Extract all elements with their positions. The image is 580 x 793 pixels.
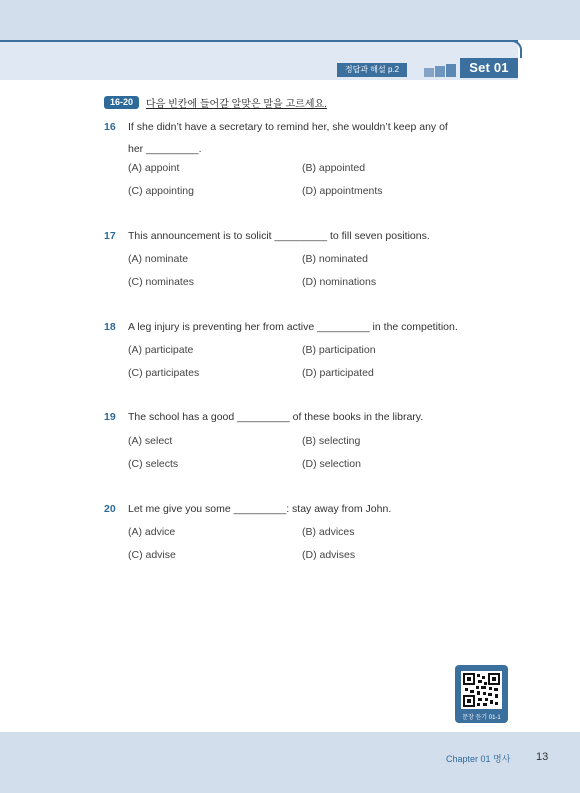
option-a[interactable]: (A) advice: [128, 526, 176, 538]
option-a[interactable]: (A) appoint: [128, 162, 180, 174]
option-c[interactable]: (C) appointing: [128, 185, 194, 197]
option-a[interactable]: (A) participate: [128, 344, 194, 356]
qr-label: 문장 듣기 01-1: [462, 715, 501, 721]
option-d[interactable]: (D) advises: [302, 549, 356, 561]
question-number: 18: [104, 321, 116, 333]
question-line: The school has a good _________ of these books in the library.: [128, 411, 424, 423]
option-d[interactable]: (D) participated: [302, 367, 374, 379]
question-text: [128, 116, 488, 160]
question-line: If she didn’t have a secretary to remind her, she wouldn’t keep any of: [128, 121, 448, 133]
option-c[interactable]: (C) participates: [128, 367, 200, 379]
option-a[interactable]: (A) nominate: [128, 253, 189, 265]
decorative-square: [446, 64, 456, 77]
answer-reference-tag: 정답과 해설 p.2: [337, 63, 407, 77]
question-number: 20: [104, 503, 116, 515]
option-d[interactable]: (D) nominations: [302, 276, 377, 288]
question-line: Let me give you some _________: stay away from John.: [128, 503, 392, 515]
option-b[interactable]: (B) advices: [302, 526, 355, 538]
option-d[interactable]: (D) selection: [302, 458, 361, 470]
instruction-text: 다음 빈칸에 들어갈 알맞은 말을 고르세요.: [146, 98, 327, 110]
option-c[interactable]: (C) nominates: [128, 276, 194, 288]
question-number: 16: [104, 121, 116, 133]
option-c[interactable]: (C) advise: [128, 549, 176, 561]
chapter-label: Chapter 01 명사: [446, 754, 511, 764]
set-badge: Set 01: [460, 58, 518, 78]
header-panel-corner: [506, 40, 522, 58]
option-b[interactable]: (B) appointed: [302, 162, 366, 174]
option-b[interactable]: (B) participation: [302, 344, 376, 356]
option-b[interactable]: (B) nominated: [302, 253, 368, 265]
option-c[interactable]: (C) selects: [128, 458, 179, 470]
option-b[interactable]: (B) selecting: [302, 435, 361, 447]
question-line: her _________.: [128, 143, 202, 155]
qr-code-icon: [461, 671, 502, 709]
question-range-badge: 16-20: [104, 96, 139, 109]
question-number: 19: [104, 411, 116, 423]
question-line: This announcement is to solicit _________ to fill seven positions.: [128, 230, 430, 242]
question-text: [128, 498, 488, 520]
question-text: [128, 316, 488, 338]
instruction: [104, 95, 327, 109]
option-a[interactable]: (A) select: [128, 435, 173, 447]
qr-code-graphic: [461, 671, 502, 709]
qr-code-box[interactable]: [455, 665, 508, 723]
decorative-square: [435, 66, 445, 77]
decorative-square: [424, 68, 434, 77]
option-d[interactable]: (D) appointments: [302, 185, 383, 197]
page-top-band: [0, 0, 580, 40]
question-text: [128, 406, 488, 428]
question-line: A leg injury is preventing her from active _________ in the competition.: [128, 321, 458, 333]
page-number: 13: [536, 751, 549, 763]
question-number: 17: [104, 230, 116, 242]
question-text: [128, 225, 488, 247]
